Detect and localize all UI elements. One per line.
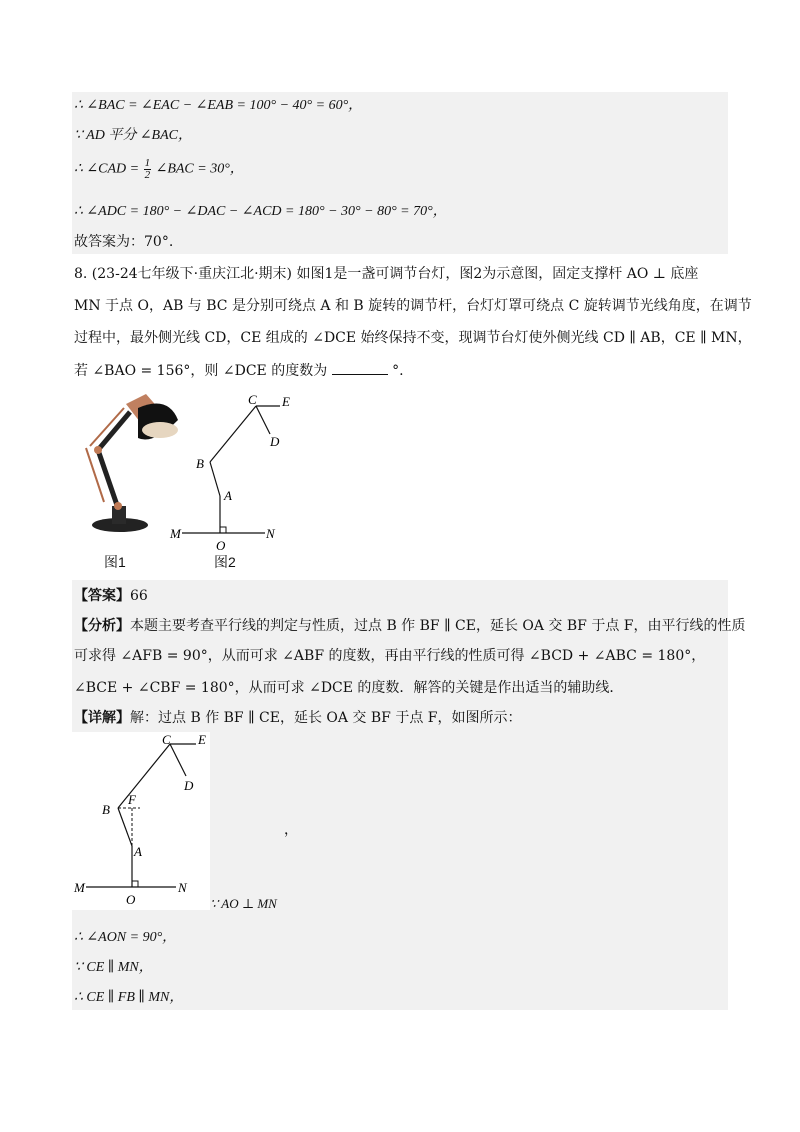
question-8-line-1: 8. (23-24七年级下·重庆江北·期末) 如图1是一盏可调节台灯，图2为示意图，固定支撑杆 AO ⊥ 底座 <box>74 266 699 282</box>
solution-line-3 <box>74 158 244 181</box>
question-8-line-2: MN 于点 O，AB 与 BC 是分别可绕点 A 和 B 旋转的调节杆，台灯灯罩可绕点 C 旋转调节光线角度，在调节 <box>74 298 752 314</box>
label-B: B <box>196 456 204 471</box>
detail-label-A: A <box>134 844 142 859</box>
answer-line-70: 故答案为：70°. <box>74 234 174 250</box>
detail-label-O: O <box>126 892 136 907</box>
detail-comma: ， <box>284 822 298 838</box>
lamp-schematic-figure-2 <box>160 388 290 558</box>
figure-2-caption: 图2 <box>214 554 236 570</box>
solution-line-2: ∵ AD 平分 ∠BAC， <box>74 128 192 143</box>
label-A: A <box>224 488 232 503</box>
question-8-line-3: 过程中，最外侧光线 CD，CE 组成的 ∠DCE 始终保持不变，现调节台灯使外侧光线 CD ∥ AB，CE ∥ MN， <box>74 330 752 346</box>
solution-line-3-tail: ∠BAC = 30°， <box>155 161 244 177</box>
analysis-tag: 【分析】 <box>74 618 130 634</box>
auxiliary-line-figure <box>72 732 212 910</box>
analysis-line-3: ∠BCE + ∠CBF = 180°，从而可求 ∠DCE 的度数．解答的关键是作出适当的辅助线． <box>74 680 624 696</box>
detail-text-1: 解：过点 B 作 BF ∥ CE，延长 OA 交 BF 于点 F，如图所示： <box>130 710 522 726</box>
label-E: E <box>282 394 290 409</box>
analysis-line-1 <box>74 616 746 636</box>
solution-line-3-lead: ∴ ∠CAD = <box>74 161 140 177</box>
detail-label-F: F <box>128 792 136 807</box>
answer-line <box>74 586 148 606</box>
detail-line-2: ∵ AO ⊥ MN <box>210 896 277 911</box>
label-M: M <box>170 526 181 541</box>
solution-line-4: ∴ ∠ADC = 180° − ∠DAC − ∠ACD = 180° − 30° − 80° = 70°， <box>74 204 447 219</box>
detail-line-1 <box>74 708 522 728</box>
answer-blank <box>332 360 388 375</box>
label-C: C <box>248 392 257 407</box>
detail-tag: 【详解】 <box>74 710 130 726</box>
detail-label-D: D <box>184 778 194 793</box>
label-D: D <box>270 434 280 449</box>
label-O: O <box>216 538 226 553</box>
fraction-denominator: 2 <box>144 169 151 181</box>
question-8-line-4 <box>74 360 404 381</box>
detail-line-3: ∴ ∠AON = 90°， <box>74 930 177 945</box>
detail-label-C: C <box>162 732 171 747</box>
detail-label-E: E <box>198 732 206 747</box>
detail-label-M: M <box>74 880 85 895</box>
detail-line-4: ∵ CE ∥ MN， <box>74 960 153 975</box>
detail-label-B: B <box>102 802 110 817</box>
question-8-line-4-text: 若 ∠BAO = 156°，则 ∠DCE 的度数为 <box>74 363 328 379</box>
answer-value: 66 <box>130 588 148 604</box>
analysis-text-1: 本题主要考查平行线的判定与性质，过点 B 作 BF ∥ CE，延长 OA 交 BF 于点 F，由平行线的性质 <box>130 618 746 634</box>
fraction-one-half <box>144 158 152 181</box>
detail-line-5: ∴ CE ∥ FB ∥ MN， <box>74 990 184 1005</box>
answer-tag: 【答案】 <box>74 588 130 604</box>
solution-line-1: ∴ ∠BAC = ∠EAC − ∠EAB = 100° − 40° = 60°， <box>74 98 363 113</box>
detail-label-N: N <box>178 880 187 895</box>
figure-1-caption: 图1 <box>104 554 126 570</box>
analysis-line-2: 可求得 ∠AFB = 90°，从而可求 ∠ABF 的度数，再由平行线的性质可得 ∠BCD + ∠ABC = 180°， <box>74 648 706 664</box>
fraction-numerator: 1 <box>144 157 151 169</box>
label-N: N <box>266 526 275 541</box>
question-8-line-4-degree: °. <box>392 363 404 379</box>
